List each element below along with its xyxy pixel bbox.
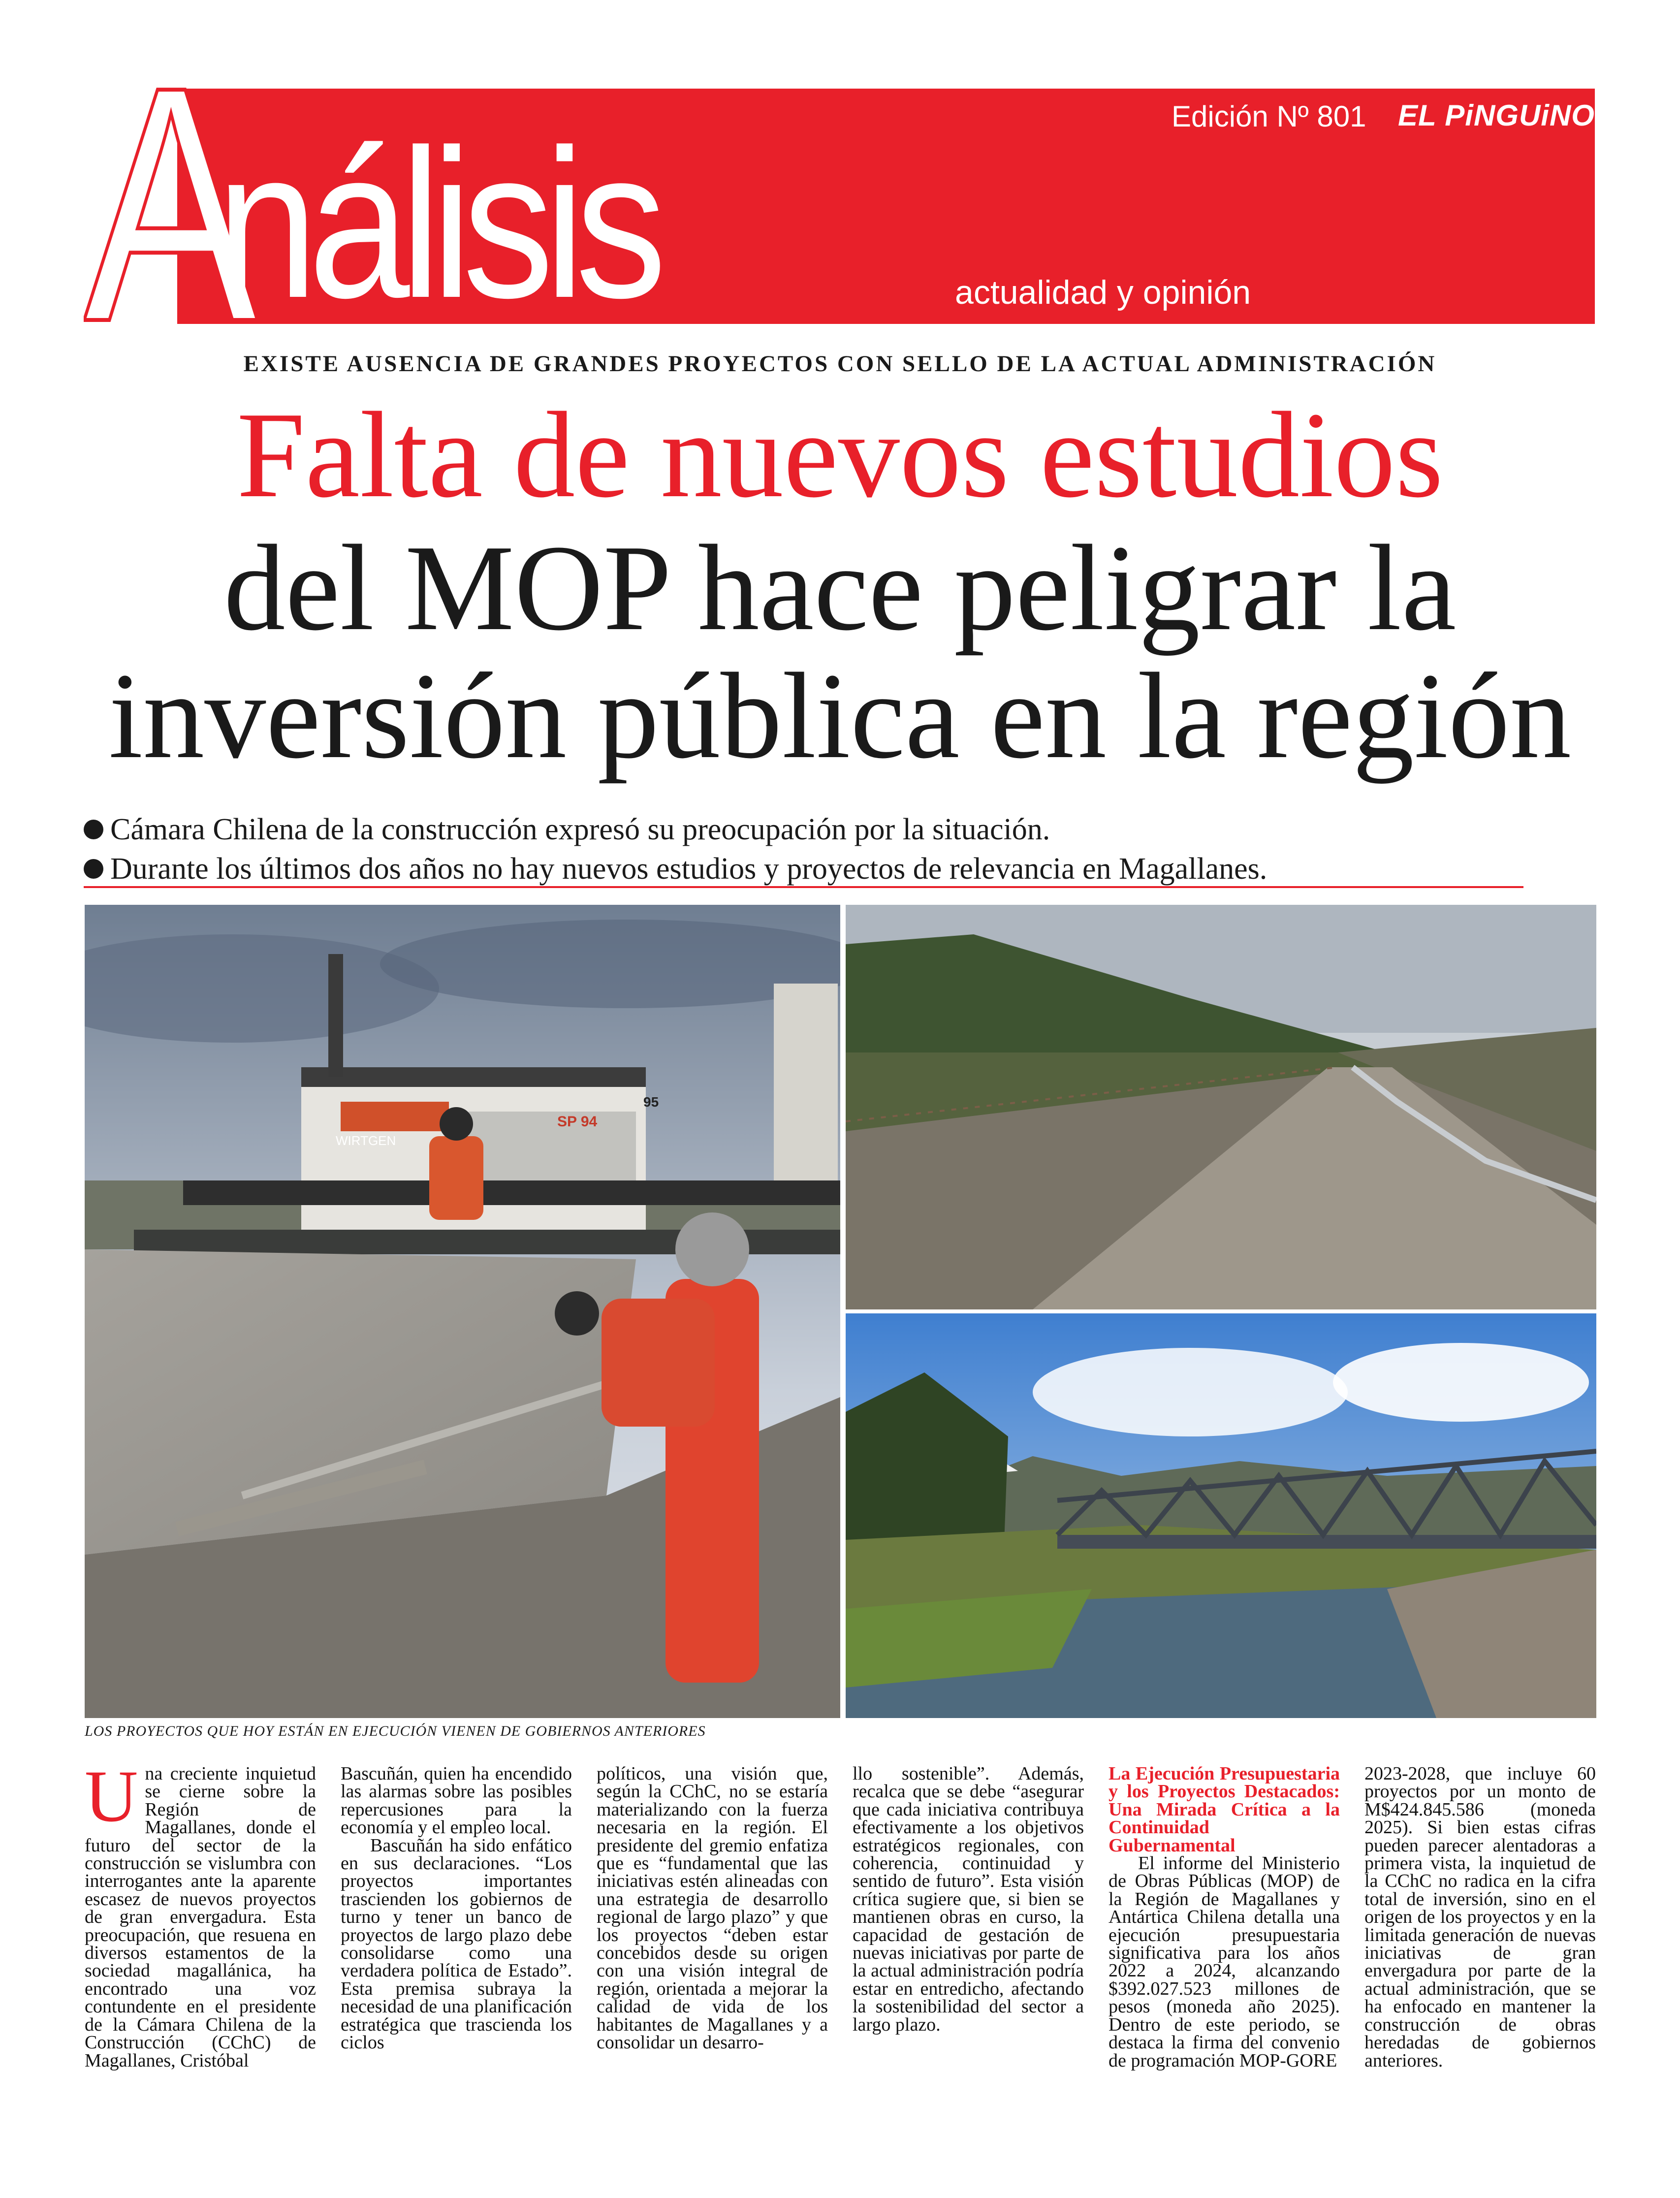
- body-column-3: [597, 1765, 828, 2052]
- bullet-dot-icon: [84, 859, 103, 879]
- drop-cap: U: [85, 1755, 138, 1837]
- machine-brand-label: WIRTGEN: [336, 1133, 396, 1148]
- article-kicker: EXISTE AUSENCIA DE GRANDES PROYECTOS CON SELLO DE LA ACTUAL ADMINISTRACIÓN: [243, 351, 1437, 377]
- body-column-2: [341, 1765, 572, 2052]
- masthead-word: nálisis: [217, 106, 658, 342]
- photo-bailey-bridge: [846, 1313, 1596, 1718]
- headline-line-2: del MOP hace peligrar la: [223, 520, 1457, 656]
- body-paragraph: 2023-2028, que incluye 60 proyectos por un monto de M$424.845.586 (moneda 2025). Si bien estas cifras pueden parecer alentadoras a primera vista, la inquietud de la CChC no radica en la cifra total de inversión, sino en el origen de los proyectos y en la limitada generación de nuevas iniciativas de gran envergadura por parte de la actual administración, que se ha enfocado en mantener la construcción de obras heredadas de gobiernos anteriores.: [1364, 1763, 1596, 2071]
- body-paragraph: Bascuñán, quien ha encendido las alarmas sobre las posibles repercusiones para la economía y el empleo local.: [341, 1763, 572, 1838]
- body-column-6: [1364, 1765, 1596, 2070]
- machine-model-label: SP 94: [557, 1114, 598, 1130]
- summary-bullet-text: Cámara Chilena de la construcción expresó su preocupación por la situación.: [110, 813, 1050, 846]
- machine-number-label: 95: [643, 1094, 659, 1110]
- masthead-initial-letter: A: [84, 74, 258, 330]
- summary-bullet-text: Durante los últimos dos años no hay nuevos estudios y proyectos de relevancia en Magallanes.: [110, 852, 1268, 886]
- body-paragraph: llo sostenible”. Además, recalca que se debe “asegurar que cada iniciativa contribuya efectivamente a los objetivos estratégicos regionales, con coherencia, continuidad y sentido de futuro”. Esta visión crítica sugiere que, si bien se mantienen obras en curso, la capacidad de gestación de nuevas iniciativas por parte de la actual administración podría estar en entredicho, afectando la sostenibilidad del sector a largo plazo.: [853, 1763, 1084, 2035]
- body-text: na creciente inquietud se cierne sobre la Región de Magallanes, donde el futuro del sector de la construcción se vislumbra con interrogantes ante la aparente escasez de nuevos proyectos de gran envergadura. Esta preocupación, que resuena en diversos estamentos de la sociedad magallánica, ha encontrado una voz contundente en el presidente de la Cámara Chilena de la Construcción (CChC) de Magallanes, Cristóbal: [85, 1763, 316, 2071]
- photo-caption: LOS PROYECTOS QUE HOY ESTÁN EN EJECUCIÓN VIENEN DE GOBIERNOS ANTERIORES: [85, 1723, 706, 1739]
- photo-paving-crew: [85, 905, 840, 1718]
- masthead-tagline: actualidad y opinión: [955, 274, 1251, 311]
- edition-number: Edición Nº 801: [1172, 100, 1366, 133]
- summary-bullet: [84, 849, 1267, 889]
- photo-gravel-road: [846, 905, 1596, 1309]
- brand-logo: EL PiNGUiNO: [1398, 99, 1595, 132]
- body-column-4: [853, 1765, 1084, 2034]
- headline-line-1: Falta de nuevos estudios: [236, 387, 1444, 523]
- body-paragraph: El informe del Ministerio de Obras Públicas (MOP) de la Región de Magallanes y Antártica Chilena detalla una ejecución presupuestaria significativa para los años 2022 a 2024, alcanzando $392.027.523 millones de pesos (moneda año 2025). Dentro de este periodo, se destaca la firma del convenio de programación MOP-GORE: [1109, 1853, 1340, 2071]
- body-paragraph: políticos, una visión que, según la CChC, no se estaría materializando con la fuerza necesaria en la región. El presidente del gremio enfatiza que es “fundamental que las iniciativas estén alineadas con una estrategia de desarrollo regional de largo plazo” y que los proyectos “deben estar concebidos desde su origen con una visión integral de región, orientada a mejorar la calidad de vida de los habitantes de Magallanes y a consolidar un desarro-: [597, 1763, 828, 2053]
- section-subhead: La Ejecución Presupuestaria y los Proyectos Destacados: Una Mirada Crítica a la Continuidad Gubernamental: [1109, 1763, 1340, 1856]
- bullet-dot-icon: [84, 820, 103, 839]
- body-paragraph: Bascuñán ha sido enfático en sus declaraciones. “Los proyectos importantes trascienden los gobiernos de turno y tener un banco de proyectos de largo plazo debe consolidarse como una verdadera política de Estado”. Esta premisa subraya la necesidad de una planificación estratégica que trascienda los ciclos: [341, 1835, 572, 2053]
- headline-divider: [84, 886, 1523, 888]
- headline-line-3: inversión pública en la región: [108, 648, 1572, 784]
- body-column-1: [85, 1755, 316, 2071]
- summary-bullet: [84, 810, 1267, 849]
- summary-bullets: [84, 810, 1267, 889]
- body-column-5: [1109, 1765, 1340, 2070]
